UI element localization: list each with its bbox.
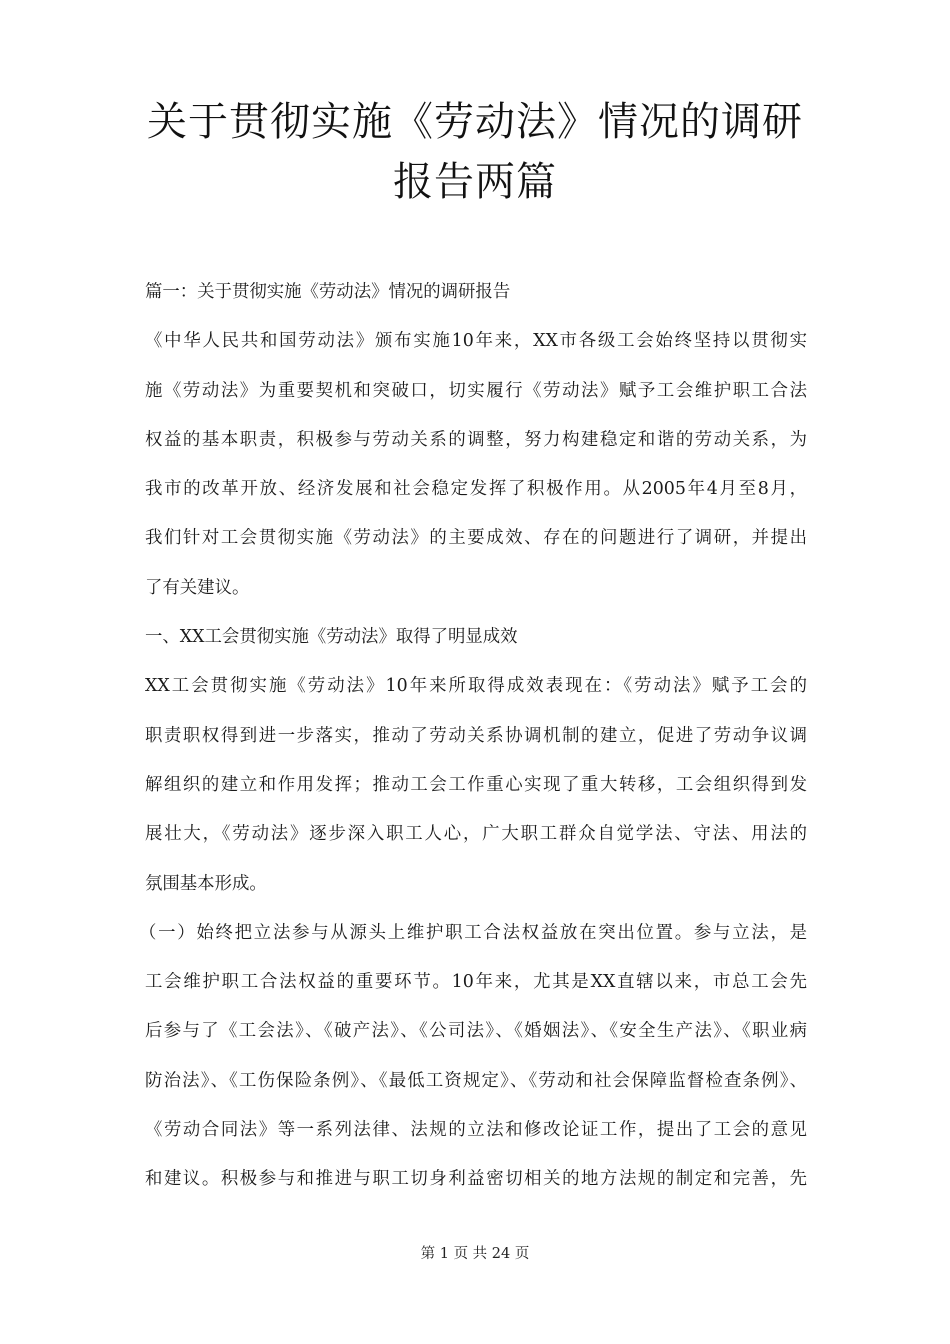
paragraph-line: 工会维护职工合法权益的重要环节。10年来，尤其是XX直辖以来，市总工会先 xyxy=(145,972,807,993)
section-heading: 篇一：关于贯彻实施《劳动法》情况的调研报告 xyxy=(145,282,511,302)
paragraph-line: 施《劳动法》为重要契机和突破口，切实履行《劳动法》赋予工会维护职工合法 xyxy=(145,380,807,401)
paragraph-line: 《劳动合同法》等一系列法律、法规的立法和修改论证工作，提出了工会的意见 xyxy=(145,1120,807,1141)
paragraph-line: 氛围基本形成。 xyxy=(145,873,267,894)
paragraph-line: 职责职权得到进一步落实，推动了劳动关系协调机制的建立，促进了劳动争议调 xyxy=(145,725,807,746)
paragraph-line: 权益的基本职责，积极参与劳动关系的调整，努力构建稳定和谐的劳动关系，为 xyxy=(145,429,807,450)
document-body xyxy=(139,268,807,1205)
paragraph-line: 解组织的建立和作用发挥；推动工会工作重心实现了重大转移，工会组织得到发 xyxy=(145,774,807,795)
paragraph-line: 我市的改革开放、经济发展和社会稳定发挥了积极作用。从2005年4月至8月， xyxy=(145,479,807,500)
paragraph-line: 了有关建议。 xyxy=(145,577,250,598)
paragraph-line: XX工会贯彻实施《劳动法》10年来所取得成效表现在：《劳动法》赋予工会的 xyxy=(145,676,807,697)
paragraph-line: （一）始终把立法参与从源头上维护职工合法权益放在突出位置。参与立法，是 xyxy=(139,922,807,943)
section-heading: 一、XX工会贯彻实施《劳动法》取得了明显成效 xyxy=(145,627,518,648)
paragraph-line: 展壮大，《劳动法》逐步深入职工人心，广大职工群众自觉学法、守法、用法的 xyxy=(145,824,807,845)
paragraph-line: 后参与了《工会法》、《破产法》、《公司法》、《婚姻法》、《安全生产法》、《职业病 xyxy=(145,1021,807,1042)
document-title-line-2: 报告两篇 xyxy=(393,159,557,205)
paragraph-line: 《中华人民共和国劳动法》颁布实施10年来，XX市各级工会始终坚持以贯彻实 xyxy=(145,331,807,352)
paragraph-line: 和建议。积极参与和推进与职工切身利益密切相关的地方法规的制定和完善，先 xyxy=(145,1169,807,1190)
page-number-footer: 第 1 页 共 24 页 xyxy=(420,1246,530,1262)
paragraph-line: 我们针对工会贯彻实施《劳动法》的主要成效、存在的问题进行了调研，并提出 xyxy=(145,528,807,549)
document-title xyxy=(120,92,830,212)
document-title-line-1: 关于贯彻实施《劳动法》情况的调研 xyxy=(147,99,803,145)
paragraph-line: 防治法》、《工伤保险条例》、《最低工资规定》、《劳动和社会保障监督检查条例》、 xyxy=(145,1070,807,1091)
